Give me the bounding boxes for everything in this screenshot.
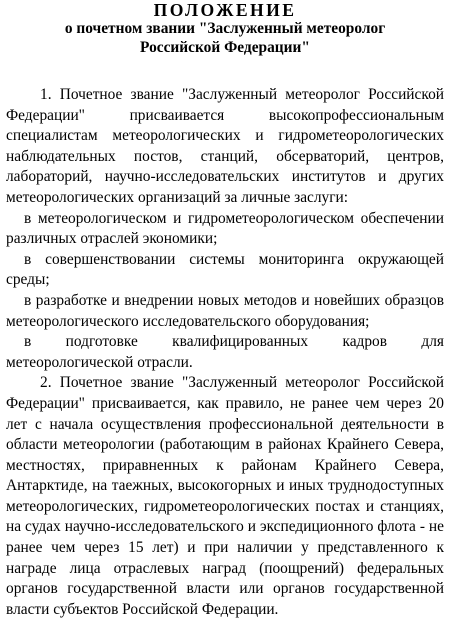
list-item-monitoring: в совершенствовании системы мониторинга окружающей среды; [6, 250, 444, 289]
list-item-training: в подготовке квалифицированных кадров для метеорологической отрасли. [6, 333, 444, 371]
document-title: ПОЛОЖЕНИЕ [153, 0, 297, 20]
title-spacer [6, 57, 444, 85]
paragraph-2: 2. Почетное звание "Заслуженный метеоролог Российской Федерации" присваивается, как правило, не ранее чем через 20 лет с начала осуществления профессиональной деятельности в области метеорологии (работающим в районах Крайнего Севера, местностях, приравненных к районам Крайнего Севера, Антарктиде, на таежных, высокогорных и иных труднодоступных метеорологических, гидрометеорологических постах и станциях, на судах научно-исследовательского и экспедиционного флота - не ранее чем через 15 лет) и при наличии у представленного к награде лица отраслевых наград (поощрений) федеральных органов государственной власти или органов государственной власти субъектов Российской Федерации. [6, 374, 444, 618]
document-subtitle-line-1: о почетном звании "Заслуженный метеоролог [64, 20, 386, 37]
paragraph-1: 1. Почетное звание "Заслуженный метеоролог Российской Федерации" присваивается высокопрофессиональным специалистам метеорологических и гидрометеорологических наблюдательных постов, станций, обсерваторий, центров, лабораторий, научно-исследовательских институтов и других метеорологических организаций за личные заслуги: [6, 86, 444, 206]
document-subtitle-line-2: Российской Федерации" [140, 39, 310, 56]
list-item-economy: в метеорологическом и гидрометеорологическом обеспечении различных отраслей экономики; [6, 209, 444, 248]
list-item-equipment: в разработке и внедрении новых методов и новейших образцов метеорологического исследовательского оборудования; [6, 291, 444, 330]
